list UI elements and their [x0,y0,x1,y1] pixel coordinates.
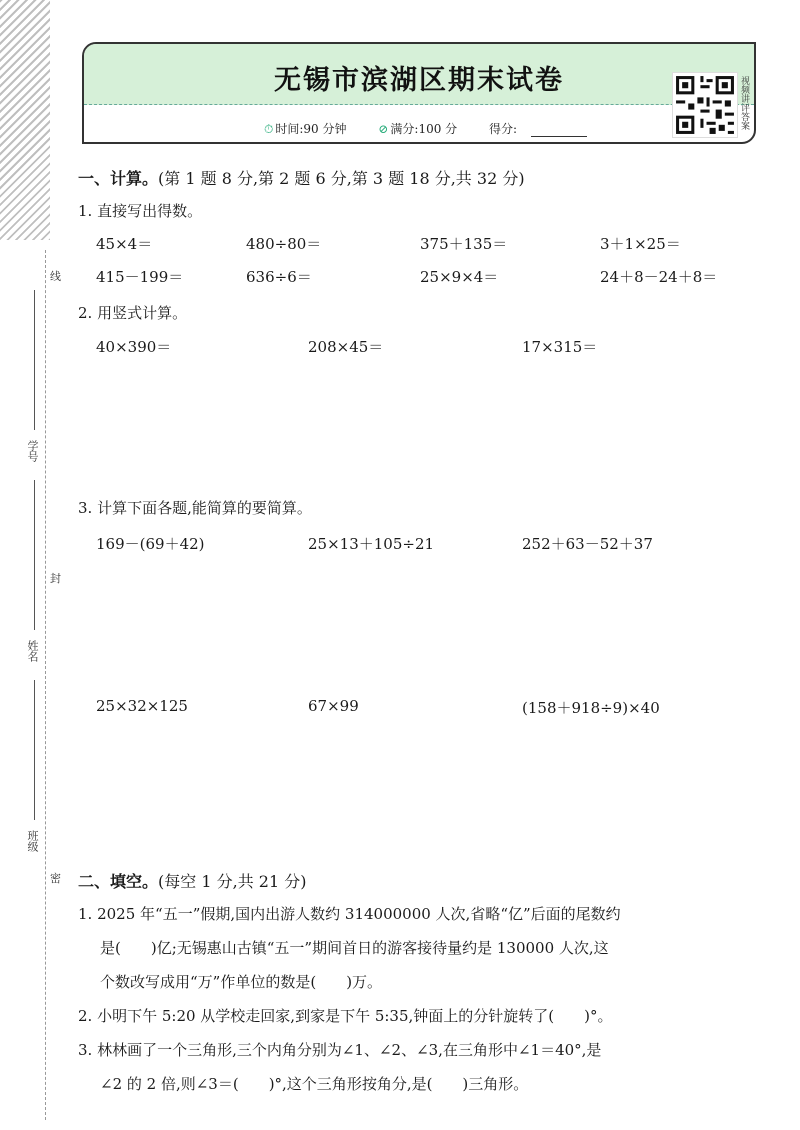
time-info: ⏱ 时间:90 分钟 [264,122,347,136]
qr-code-icon[interactable] [672,72,738,138]
binding-label-feng: 封 [50,572,61,585]
q1-item: 480÷80＝ [246,235,322,253]
q1-item: 25×9×4＝ [420,268,499,286]
fill-q1-line3: 个数改写成用“万”作单位的数是( )万。 [100,973,383,991]
q1-item: 415－199＝ [96,268,184,286]
q2-item: 208×45＝ [308,338,384,356]
q3-item: 25×13＋105÷21 [308,535,435,553]
q2-item: 40×390＝ [96,338,172,356]
q3-item: 67×99 [308,697,359,715]
fill-q2: 2. 小明下午 5:20 从学校走回家,到家是下午 5:35,钟面上的分针旋转了( )°。 [78,1007,613,1025]
fill-q1-line1: 1. 2025 年“五一”假期,国内出游人数约 314000000 人次,省略“亿”后面的尾数约 [78,905,621,923]
binding-stripe [0,0,50,240]
fill-q3-line1: 3. 林林画了一个三角形,三个内角分别为∠1、∠2、∠3,在三角形中∠1＝40°,是 [78,1041,602,1059]
binding-label-xian: 线 [50,270,61,283]
binding-label-xingming: 姓名 [26,640,39,662]
binding-rule [34,290,35,430]
q1-label: 1. 直接写出得数。 [78,202,203,220]
binding-rule [34,680,35,820]
clock-icon: ⏱ [264,122,274,136]
full-score-info: ⊘ 满分:100 分 [378,122,458,136]
q2-item: 17×315＝ [522,338,598,356]
score-field[interactable]: 得分: [489,122,601,136]
qr-caption: 视频讲评答案 [739,76,749,130]
exam-header [82,42,756,144]
q1-item: 45×4＝ [96,235,153,253]
page-title: 无锡市滨湖区期末试卷 [274,65,564,96]
q3-item: 252＋63－52＋37 [522,535,653,553]
binding-label-banji: 班级 [26,830,39,852]
q1-item: 3＋1×25＝ [600,235,681,253]
check-icon: ⊘ [378,122,389,136]
fill-q3-line2: ∠2 的 2 倍,则∠3＝( )°,这个三角形按角分,是( )三角形。 [100,1075,529,1093]
binding-label-mi: 密 [50,872,61,885]
q3-item: 169－(69＋42) [96,535,205,553]
q1-item: 636÷6＝ [246,268,312,286]
binding-rule [34,480,35,630]
fill-q1-line2: 是( )亿;无锡惠山古镇“五一”期间首日的游客接待量约是 130000 人次,这 [100,939,609,957]
binding-dashed-line [45,250,46,1120]
q1-item: 375＋135＝ [420,235,508,253]
section2-title: 二、填空。(每空 1 分,共 21 分) [78,872,307,891]
q3-item: 25×32×125 [96,697,188,715]
binding-label-xuehao: 学号 [26,440,39,462]
q3-item: (158＋918÷9)×40 [522,699,660,717]
q3-label: 3. 计算下面各题,能简算的要简算。 [78,499,312,517]
score-blank[interactable] [531,136,587,137]
q2-label: 2. 用竖式计算。 [78,304,188,322]
section1-title: 一、计算。(第 1 题 8 分,第 2 题 6 分,第 3 题 18 分,共 32 分) [78,169,525,188]
q1-item: 24＋8－24＋8＝ [600,268,718,286]
exam-meta [264,120,615,137]
